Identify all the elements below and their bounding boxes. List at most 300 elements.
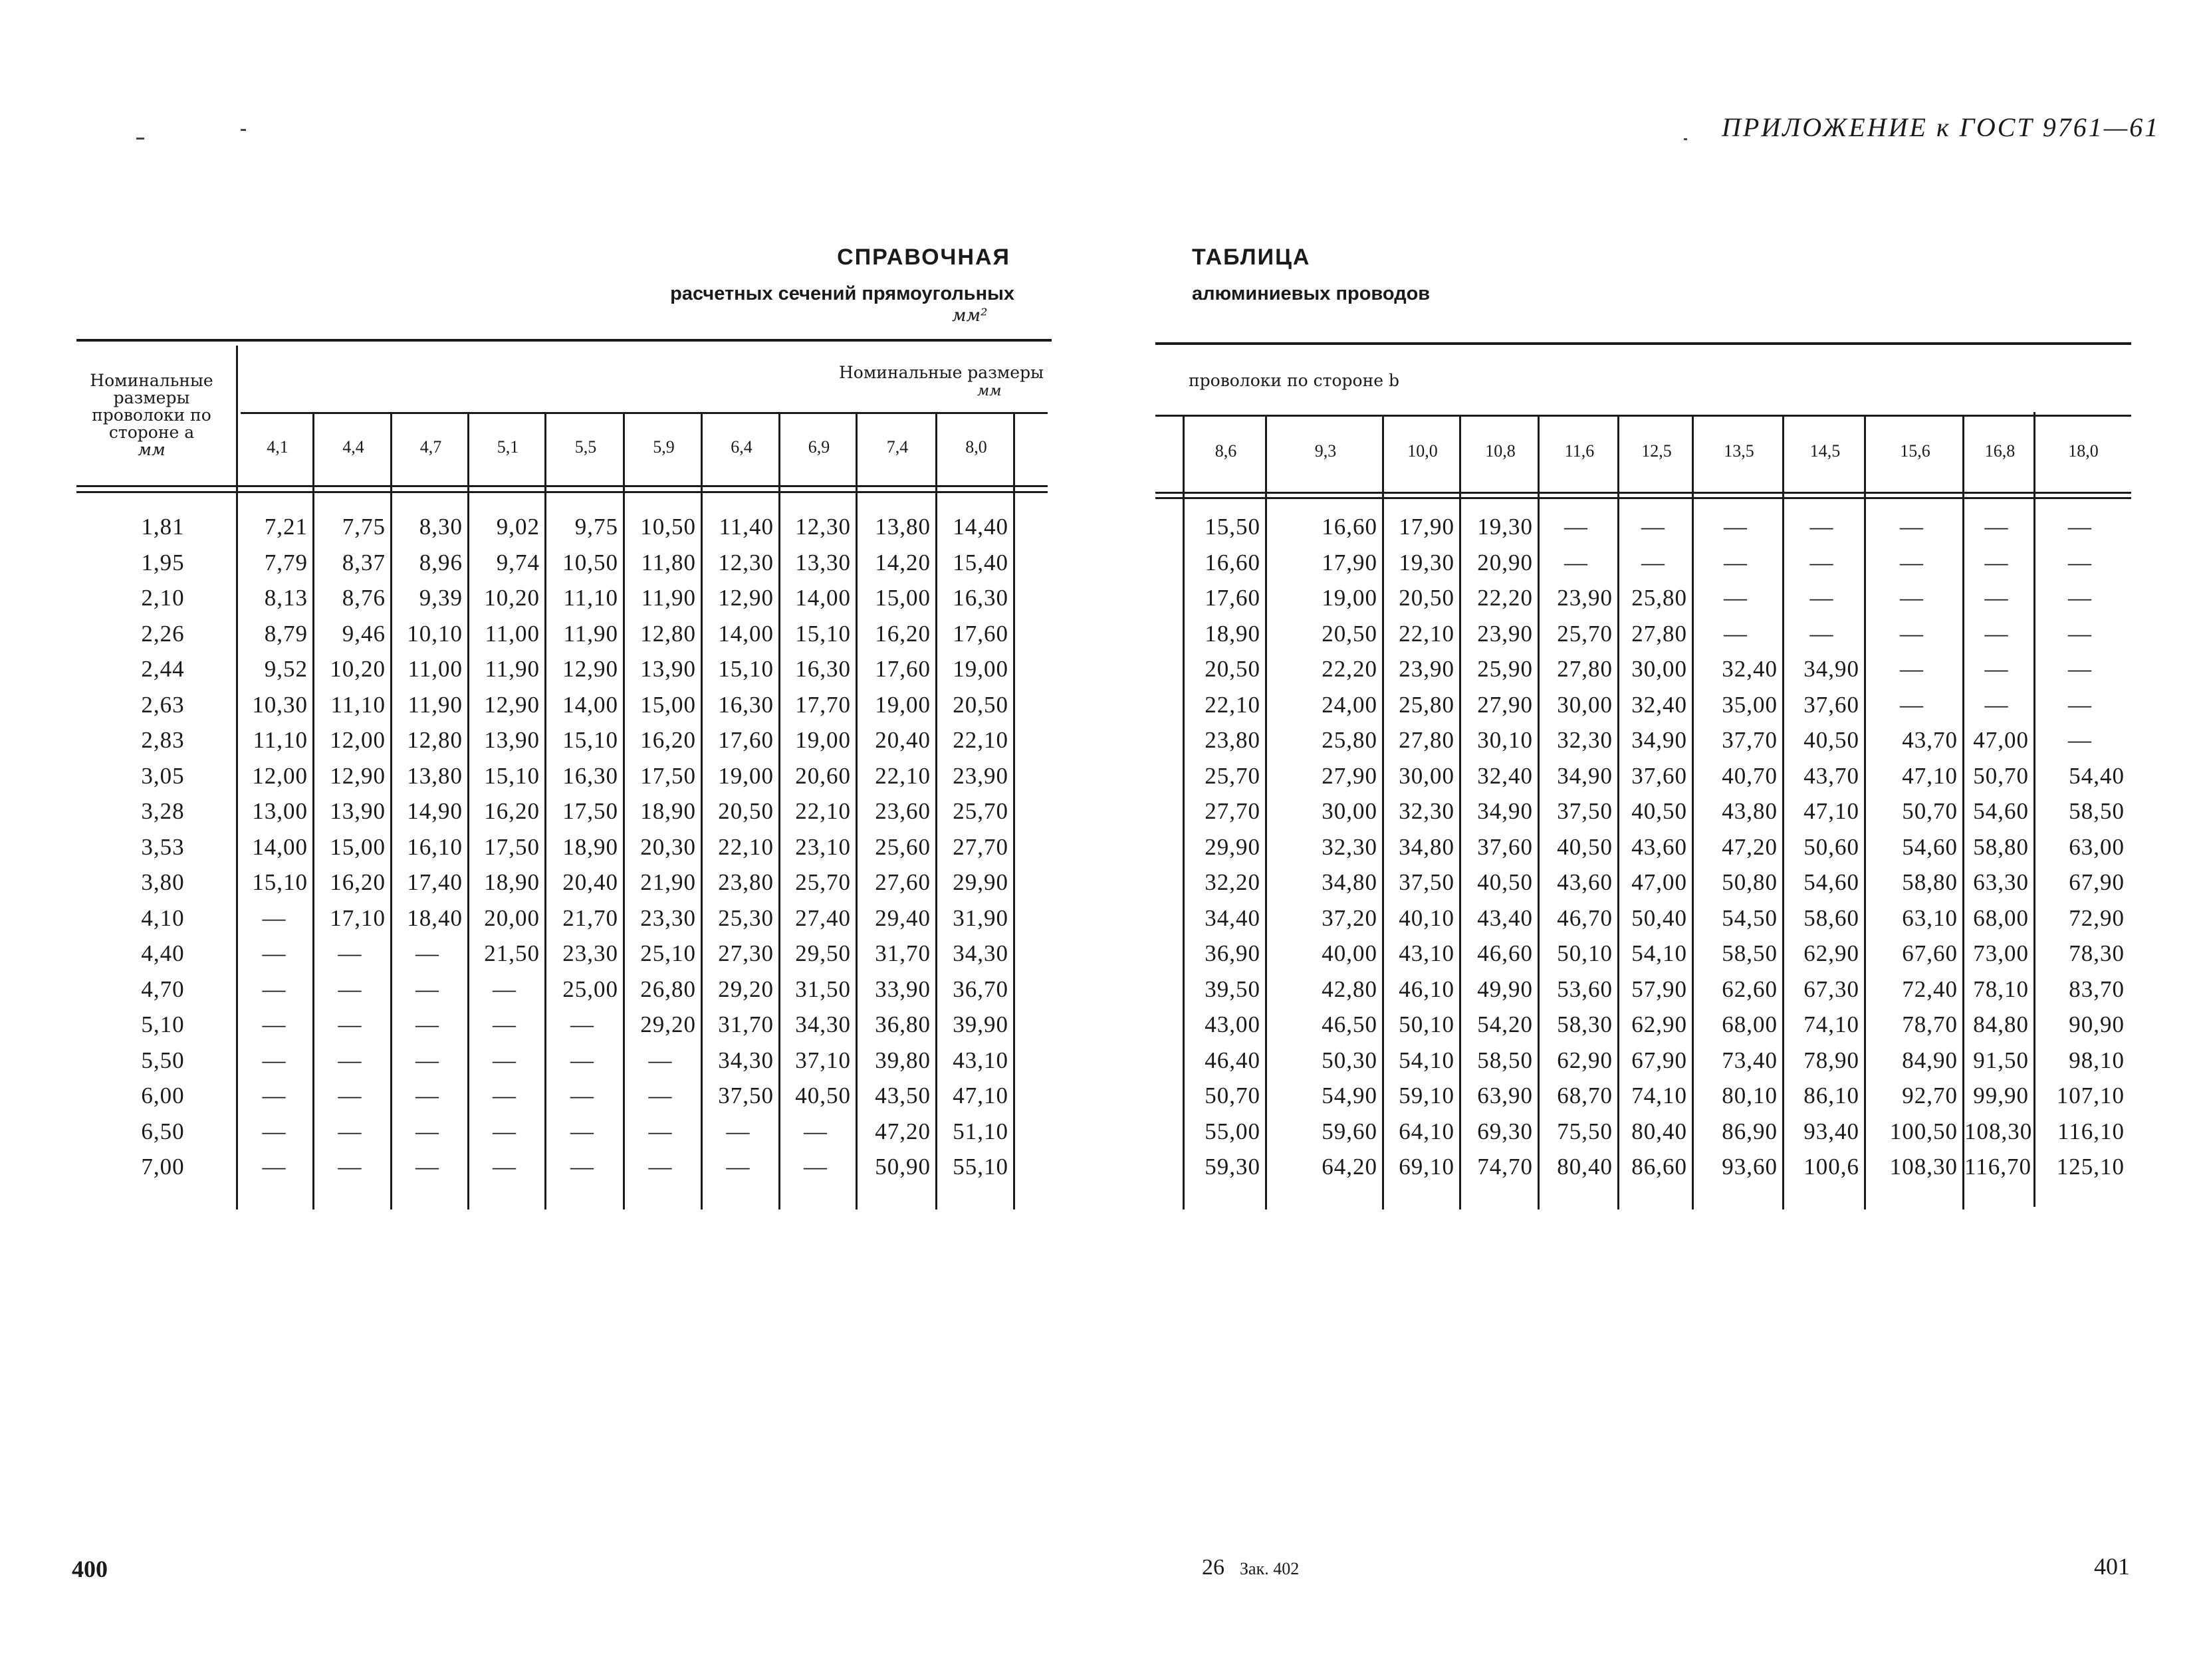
table-cell: 11,40 <box>719 514 774 540</box>
table-cell: 19,30 <box>1399 549 1454 576</box>
table-cell: — <box>338 1047 362 1073</box>
table-cell: 25,90 <box>1477 656 1533 682</box>
table-cell: 43,60 <box>1631 833 1687 860</box>
table-cell: 20,50 <box>953 691 1008 718</box>
table-cell: 27,70 <box>953 833 1008 860</box>
table-cell: 67,60 <box>1902 940 1958 966</box>
table-cell: 11,00 <box>485 620 540 647</box>
header-bottom-rule-right2 <box>1155 497 2131 499</box>
table-cell: 23,60 <box>875 798 931 824</box>
colgroup-label-left: Номинальные размеры <box>838 363 1044 382</box>
table-cell: 72,40 <box>1902 976 1958 1002</box>
table-cell: 25,70 <box>1205 762 1260 789</box>
table-cell: — <box>415 1083 439 1108</box>
table-cell: 15,50 <box>1205 514 1260 540</box>
table-cell: 40,70 <box>1722 762 1778 789</box>
table-cell: 34,90 <box>1557 762 1613 789</box>
table-cell: 16,60 <box>1322 514 1377 540</box>
table-cell: 37,50 <box>1557 798 1613 824</box>
table-cell: 43,50 <box>875 1083 931 1108</box>
table-cell: — <box>338 1118 362 1144</box>
table-cell: — <box>726 1118 751 1144</box>
table-cell: 17,60 <box>718 727 774 753</box>
table-cell: 16,20 <box>640 727 696 753</box>
table-cell: — <box>648 1083 673 1108</box>
table-cell: 32,40 <box>1722 656 1778 682</box>
table-cell: 10,20 <box>330 656 386 682</box>
table-cell: — <box>338 1011 362 1037</box>
table-cell: 22,20 <box>1322 656 1377 682</box>
table-cell: 29,50 <box>795 940 851 966</box>
table-cell: 50,90 <box>875 1154 931 1180</box>
table-cell: 67,30 <box>1803 976 1859 1002</box>
table-cell: 22,10 <box>1205 691 1260 718</box>
table-cell: 16,10 <box>407 833 463 860</box>
title-left: СПРАВОЧНАЯ <box>837 245 1010 270</box>
table-cell: 42,80 <box>1322 976 1377 1002</box>
table-cell: — <box>804 1118 828 1144</box>
table-cell: 108,30 <box>1964 1118 2033 1144</box>
column-header: 5,5 <box>574 437 597 457</box>
row-label: 5,10 <box>141 1011 185 1037</box>
table-cell: — <box>2068 727 2092 753</box>
table-cell: 37,60 <box>1631 762 1687 789</box>
table-cell: 29,20 <box>640 1011 696 1037</box>
table-cell: — <box>1984 549 2009 576</box>
table-cell: 100,50 <box>1889 1118 1958 1144</box>
table-cell: 98,10 <box>2069 1047 2125 1073</box>
table-cell: — <box>726 1154 751 1180</box>
table-cell: 8,79 <box>264 620 308 647</box>
table-cell: — <box>1900 620 1924 647</box>
table-cell: 20,40 <box>875 727 931 753</box>
table-cell: 8,76 <box>342 585 386 611</box>
table-cell: 16,20 <box>875 620 931 647</box>
table-cell: 54,90 <box>1322 1083 1377 1108</box>
column-header: 15,6 <box>1900 441 1930 461</box>
table-cell: 25,30 <box>718 904 774 931</box>
table-cell: 15,00 <box>875 585 931 611</box>
table-cell: 15,10 <box>484 762 540 789</box>
column-header: 14,5 <box>1809 441 1841 461</box>
table-cell: 84,80 <box>1973 1011 2029 1037</box>
table-cell: 40,50 <box>1803 727 1859 753</box>
table-cell: 25,80 <box>1399 691 1454 718</box>
table-cell: 21,90 <box>640 869 696 895</box>
table-cell: — <box>1564 549 1588 576</box>
table-cell: 40,50 <box>795 1083 851 1108</box>
table-cell: 43,10 <box>953 1047 1008 1073</box>
row-label: 2,10 <box>141 585 185 611</box>
title-right: ТАБЛИЦА <box>1192 245 1311 270</box>
table-cell: 11,90 <box>485 656 540 682</box>
table-cell: — <box>648 1047 673 1073</box>
table-cell: 19,00 <box>795 727 851 753</box>
table-cell: 36,70 <box>953 976 1008 1002</box>
table-cell: 8,96 <box>419 549 463 576</box>
table-cell: 34,90 <box>1631 727 1687 753</box>
table-cell: — <box>570 1047 594 1073</box>
table-cell: — <box>262 1118 287 1144</box>
table-cell: 55,10 <box>953 1154 1008 1180</box>
table-cell: — <box>804 1154 828 1180</box>
table-cell: 92,70 <box>1902 1083 1958 1108</box>
table-cell: — <box>1564 514 1588 540</box>
table-cell: — <box>338 1154 362 1180</box>
table-cell: 18,90 <box>562 833 618 860</box>
table-cell: 58,50 <box>1722 940 1778 966</box>
table-cell: 116,70 <box>1964 1154 2031 1180</box>
table-cell: 20,60 <box>795 762 851 789</box>
table-cell: 54,50 <box>1722 904 1778 931</box>
row-label: 1,95 <box>141 549 185 576</box>
row-label: 7,00 <box>141 1154 185 1180</box>
table-cell: 16,30 <box>795 656 851 682</box>
table-cell: 20,00 <box>484 904 540 931</box>
table-cell: — <box>2068 514 2092 540</box>
table-cell: 27,90 <box>1322 762 1377 789</box>
table-cell: 18,90 <box>484 869 540 895</box>
table-cell: 59,60 <box>1322 1118 1377 1144</box>
table-cell: — <box>1900 656 1924 682</box>
column-header: 7,4 <box>886 437 909 457</box>
table-cell: — <box>1724 585 1748 611</box>
table-cell: 32,30 <box>1557 727 1613 753</box>
table-cell: 9,52 <box>264 656 308 682</box>
table-cell: 30,00 <box>1322 798 1377 824</box>
table-cell: 116,10 <box>2057 1118 2125 1144</box>
table-cell: — <box>415 1118 439 1144</box>
table-cell: — <box>2068 585 2092 611</box>
table-cell: 17,50 <box>640 762 696 789</box>
row-label: 3,80 <box>141 869 185 895</box>
table-cell: 37,20 <box>1322 904 1377 931</box>
table-cell: 39,80 <box>875 1047 931 1073</box>
table-cell: 67,90 <box>1631 1047 1687 1073</box>
table-cell: 10,10 <box>407 620 463 647</box>
table-cell: 53,60 <box>1557 976 1613 1002</box>
table-cell: 62,90 <box>1631 1011 1687 1037</box>
table-cell: 31,70 <box>718 1011 774 1037</box>
table-cell: 50,10 <box>1557 940 1613 966</box>
table-cell: — <box>262 976 287 1002</box>
table-cell: 10,20 <box>484 585 540 611</box>
table-cell: — <box>338 976 362 1002</box>
table-cell: 34,90 <box>1803 656 1859 682</box>
table-cell: — <box>493 1118 517 1144</box>
table-cell: 20,50 <box>1399 585 1454 611</box>
table-cell: 63,00 <box>2069 833 2125 860</box>
table-cell: 39,50 <box>1205 976 1260 1002</box>
table-cell: 47,10 <box>1803 798 1859 824</box>
table-cell: 50,70 <box>1973 762 2029 789</box>
table-cell: 36,80 <box>875 1011 931 1037</box>
table-cell: — <box>1984 514 2009 540</box>
table-cell: 46,70 <box>1557 904 1613 931</box>
table-cell: 68,70 <box>1557 1083 1613 1108</box>
table-cell: — <box>493 1154 517 1180</box>
table-unit: мм² <box>952 306 988 326</box>
column-header: 8,6 <box>1215 441 1237 461</box>
table-cell: 37,10 <box>795 1047 851 1073</box>
table-cell: 54,40 <box>2069 762 2125 789</box>
table-cell: 19,00 <box>1322 585 1377 611</box>
table-cell: 68,00 <box>1973 904 2029 931</box>
table-cell: 35,00 <box>1722 691 1778 718</box>
table-cell: 20,30 <box>640 833 696 860</box>
table-cell: 100,6 <box>1803 1154 1859 1180</box>
table-cell: — <box>1984 585 2009 611</box>
table-cell: — <box>648 1154 673 1180</box>
table-cell: — <box>570 1083 594 1108</box>
table-cell: 43,70 <box>1902 727 1958 753</box>
table-cell: — <box>262 1154 287 1180</box>
column-header: 13,5 <box>1724 441 1754 461</box>
table-cell: 25,70 <box>795 869 851 895</box>
table-cell: 15,00 <box>330 833 386 860</box>
table-cell: 27,90 <box>1477 691 1533 718</box>
page-number-left: 400 <box>72 1556 108 1582</box>
table-cell: 8,37 <box>342 549 386 576</box>
table-cell: 16,30 <box>953 585 1008 611</box>
table-cell: 64,20 <box>1322 1154 1377 1180</box>
table-cell: 63,90 <box>1477 1083 1533 1108</box>
table-cell: 7,21 <box>264 514 308 540</box>
table-cell: 58,80 <box>1902 869 1958 895</box>
table-cell: 9,46 <box>342 620 386 647</box>
row-label: 2,26 <box>141 620 185 647</box>
table-cell: 11,90 <box>563 620 618 647</box>
table-cell: — <box>570 1154 594 1180</box>
table-cell: 32,30 <box>1399 798 1454 824</box>
table-cell: 43,70 <box>1803 762 1859 789</box>
table-cell: 15,40 <box>953 549 1008 576</box>
table-cell: — <box>1641 514 1665 540</box>
table-cell: 9,74 <box>496 549 540 576</box>
table-cell: — <box>1809 514 1834 540</box>
table-cell: — <box>570 1118 594 1144</box>
column-header: 8,0 <box>965 437 987 457</box>
table-cell: 23,80 <box>718 869 774 895</box>
table-cell: 14,00 <box>562 691 618 718</box>
table-cell: 50,10 <box>1399 1011 1454 1037</box>
table-cell: 19,00 <box>953 656 1008 682</box>
table-cell: — <box>415 976 439 1002</box>
table-cell: 20,90 <box>1477 549 1533 576</box>
table-cell: 17,60 <box>1205 585 1260 611</box>
table-cell: 40,00 <box>1322 940 1377 966</box>
table-cell: 12,80 <box>640 620 696 647</box>
table-cell: 27,80 <box>1399 727 1454 753</box>
table-cell: 80,10 <box>1722 1083 1778 1108</box>
table-cell: 47,20 <box>875 1118 931 1144</box>
table-cell: 43,60 <box>1557 869 1613 895</box>
table-cell: 54,10 <box>1399 1047 1454 1073</box>
table-cell: 23,10 <box>795 833 851 860</box>
table-cell: 23,30 <box>562 940 618 966</box>
table-cell: — <box>415 940 439 966</box>
table-cell: 25,80 <box>1322 727 1377 753</box>
table-cell: 22,10 <box>718 833 774 860</box>
table-cell: 54,60 <box>1902 833 1958 860</box>
table-cell: 74,70 <box>1477 1154 1533 1180</box>
table-cell: 27,60 <box>875 869 931 895</box>
table-cell: 9,39 <box>419 585 463 611</box>
table-cell: 14,20 <box>875 549 931 576</box>
table-cell: 17,60 <box>875 656 931 682</box>
table-cell: 78,90 <box>1803 1047 1859 1073</box>
table-cell: 25,00 <box>562 976 618 1002</box>
table-cell: 58,60 <box>1803 904 1859 931</box>
table-cell: 24,00 <box>1322 691 1377 718</box>
table-cell: — <box>1984 620 2009 647</box>
row-label: 6,50 <box>141 1118 185 1144</box>
table-cell: 9,02 <box>496 514 540 540</box>
table-cell: 17,60 <box>953 620 1008 647</box>
sheet-number: 26 <box>1202 1555 1224 1580</box>
table-cell: 43,10 <box>1399 940 1454 966</box>
column-header: 4,4 <box>342 437 364 457</box>
table-cell: 25,10 <box>640 940 696 966</box>
table-cell: 19,00 <box>875 691 931 718</box>
table-cell: 17,50 <box>562 798 618 824</box>
table-cell: 46,60 <box>1477 940 1533 966</box>
table-cell: 29,90 <box>953 869 1008 895</box>
table-cell: 59,10 <box>1399 1083 1454 1108</box>
table-cell: 55,00 <box>1205 1118 1260 1144</box>
table-cell: 27,80 <box>1557 656 1613 682</box>
row-label: 4,40 <box>141 940 185 966</box>
table-cell: 11,00 <box>407 656 463 682</box>
header-bottom-rule-right <box>1155 492 2131 494</box>
row-label: 2,44 <box>141 656 185 682</box>
column-header: 18,0 <box>2068 441 2099 461</box>
table-cell: 18,90 <box>1205 620 1260 647</box>
table-cell: 23,90 <box>1477 620 1533 647</box>
table-cell: 47,20 <box>1722 833 1778 860</box>
table-cell: 40,50 <box>1557 833 1613 860</box>
table-cell: — <box>493 1047 517 1073</box>
table-cell: — <box>262 1083 287 1108</box>
table-cell: 25,80 <box>1631 585 1687 611</box>
table-cell: 86,60 <box>1631 1154 1687 1180</box>
table-cell: 50,60 <box>1803 833 1859 860</box>
table-cell: 78,70 <box>1902 1011 1958 1037</box>
table-cell: 47,00 <box>1631 869 1687 895</box>
table-cell: 73,00 <box>1973 940 2029 966</box>
table-cell: — <box>1900 691 1924 718</box>
table-cell: 78,30 <box>2069 940 2125 966</box>
column-header: 6,4 <box>731 437 752 457</box>
table-cell: 17,90 <box>1322 549 1377 576</box>
table-cell: 84,90 <box>1902 1047 1958 1073</box>
table-cell: 30,00 <box>1399 762 1454 789</box>
table-cell: 69,10 <box>1399 1154 1454 1180</box>
table-cell: 54,60 <box>1803 869 1859 895</box>
table-cell: — <box>2068 620 2092 647</box>
table-cell: 23,90 <box>1399 656 1454 682</box>
table-cell: 40,50 <box>1477 869 1533 895</box>
table-cell: — <box>648 1118 673 1144</box>
table-cell: 12,90 <box>330 762 386 789</box>
table-cell: 31,70 <box>875 940 931 966</box>
table-cell: — <box>415 1154 439 1180</box>
table-cell: 54,20 <box>1477 1011 1533 1037</box>
table-cell: 21,50 <box>484 940 540 966</box>
column-header: 10,8 <box>1485 441 1516 461</box>
table-cell: — <box>415 1047 439 1073</box>
row-label: 5,50 <box>141 1047 185 1073</box>
rowhead-label: Номинальные размеры проволоки по стороне а мм <box>90 371 213 459</box>
table-cell: 11,80 <box>641 549 696 576</box>
table-cell: 14,00 <box>795 585 851 611</box>
table-cell: 57,90 <box>1631 976 1687 1002</box>
table-cell: 30,00 <box>1631 656 1687 682</box>
table-cell: 91,50 <box>1973 1047 2029 1073</box>
table-cell: 54,60 <box>1973 798 2029 824</box>
order-label: Зак. 402 <box>1240 1559 1300 1578</box>
subtitle-left: расчетных сечений прямоугольных <box>670 283 1014 304</box>
table-cell: 93,40 <box>1803 1118 1859 1144</box>
table-cell: 15,10 <box>795 620 851 647</box>
table-cell: — <box>493 1011 517 1037</box>
table-cell: 12,30 <box>718 549 774 576</box>
table-cell: — <box>1724 620 1748 647</box>
table-cell: 29,90 <box>1205 833 1260 860</box>
table-cell: 34,30 <box>795 1011 851 1037</box>
table-cell: 26,80 <box>640 976 696 1002</box>
column-header: 5,1 <box>497 437 519 457</box>
table-cell: 80,40 <box>1557 1154 1613 1180</box>
table-cell: 39,90 <box>953 1011 1008 1037</box>
table-cell: 13,80 <box>875 514 931 540</box>
table-cell: 16,60 <box>1205 549 1260 576</box>
table-cell: — <box>493 976 517 1002</box>
table-cell: 50,80 <box>1722 869 1778 895</box>
table-cell: — <box>262 940 287 966</box>
table-cell: 22,10 <box>1399 620 1454 647</box>
table-cell: 34,80 <box>1322 869 1377 895</box>
table-cell: 74,10 <box>1631 1083 1687 1108</box>
table-cell: 12,90 <box>484 691 540 718</box>
table-cell: 16,20 <box>484 798 540 824</box>
table-cell: 10,30 <box>252 691 308 718</box>
table-cell: 64,10 <box>1399 1118 1454 1144</box>
table-cell: 23,90 <box>1557 585 1613 611</box>
table-cell: 12,30 <box>795 514 851 540</box>
table-cell: 11,10 <box>330 691 386 718</box>
table-cell: 29,20 <box>718 976 774 1002</box>
table-cell: 17,40 <box>407 869 463 895</box>
column-header: 16,8 <box>1984 441 2016 461</box>
table-cell: — <box>1724 514 1748 540</box>
subtitle-right: алюминиевых проводов <box>1192 283 1431 304</box>
table-cell: 19,30 <box>1477 514 1533 540</box>
table-cell: 58,30 <box>1557 1011 1613 1037</box>
table-cell: 63,10 <box>1902 904 1958 931</box>
row-label: 2,63 <box>141 691 185 718</box>
row-label: 3,05 <box>141 762 185 789</box>
column-header: 12,5 <box>1641 441 1672 461</box>
table-cell: 30,00 <box>1557 691 1613 718</box>
table-cell: 27,70 <box>1205 798 1260 824</box>
table-cell: 16,30 <box>562 762 618 789</box>
table-cell: 13,30 <box>795 549 851 576</box>
table-cell: 20,40 <box>562 869 618 895</box>
table-cell: 50,70 <box>1902 798 1958 824</box>
table-cell: 22,10 <box>795 798 851 824</box>
table-cell: 37,60 <box>1803 691 1859 718</box>
